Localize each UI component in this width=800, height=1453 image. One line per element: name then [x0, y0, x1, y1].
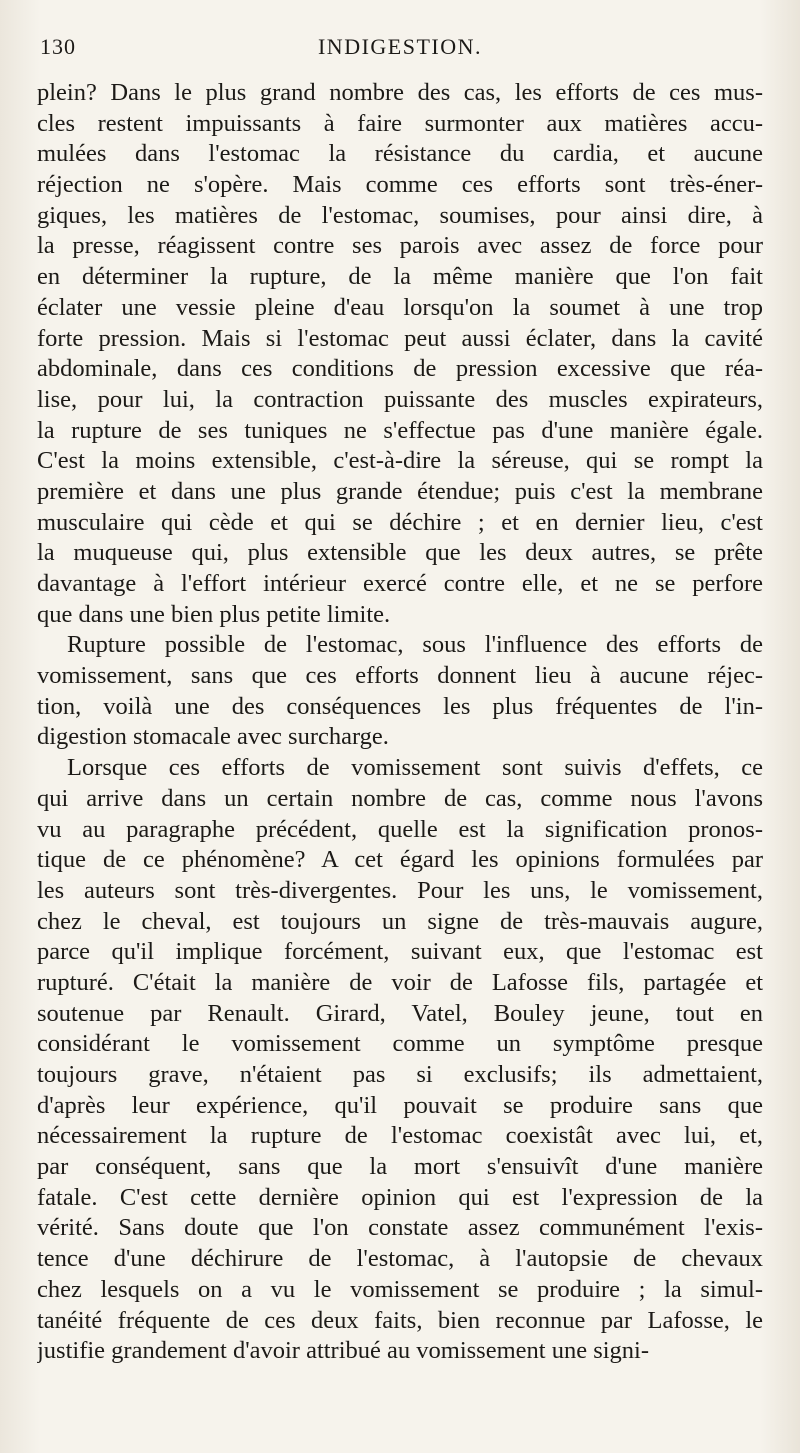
paragraph	[37, 630, 763, 753]
text-line: vérité. Sans doute que l'on constate assez communément l'exis-	[37, 1214, 763, 1242]
text-line: parce qu'il implique forcément, suivant eux, que l'estomac est	[37, 938, 763, 966]
text-line: digestion stomacale avec surcharge.	[37, 723, 389, 751]
text-line: chez le cheval, est toujours un signe de très-mauvais augure,	[37, 907, 763, 935]
text-line: tanéité fréquente de ces deux faits, bien reconnue par Lafosse, le	[37, 1306, 763, 1334]
text-line: que dans une bien plus petite limite.	[37, 600, 391, 628]
running-title: INDIGESTION.	[317, 34, 483, 59]
text-line: les auteurs sont très-divergentes. Pour les uns, le vomissement,	[37, 876, 763, 904]
text-line: considérant le vomissement comme un symptôme presque	[37, 1030, 763, 1058]
paragraph	[37, 753, 763, 1367]
text-line: chez lesquels on a vu le vomissement se produire ; la simul-	[37, 1275, 763, 1303]
text-line: en déterminer la rupture, de la même manière que l'on fait	[37, 263, 763, 291]
text-line: musculaire qui cède et qui se déchire ; et en dernier lieu, c'est	[37, 508, 763, 536]
text-line: éclater une vessie pleine d'eau lorsqu'on la soumet à une trop	[37, 293, 763, 321]
text-line: Rupture possible de l'estomac, sous l'influence des efforts de	[67, 631, 763, 659]
text-line: vomissement, sans que ces efforts donnent lieu à aucune réjec-	[37, 662, 763, 690]
text-line: plein? Dans le plus grand nombre des cas, les efforts de ces mus-	[37, 79, 763, 106]
text-line: d'après leur expérience, qu'il pouvait se produire sans que	[37, 1091, 763, 1119]
paragraph	[37, 78, 763, 630]
text-line: forte pression. Mais si l'estomac peut aussi éclater, dans la cavité	[37, 324, 763, 352]
text-line: davantage à l'effort intérieur exercé contre elle, et ne se perfore	[37, 570, 763, 597]
text-line: justifie grandement d'avoir attribué au vomissement une signi-	[37, 1337, 649, 1365]
text-line: tion, voilà une des conséquences les plus fréquentes de l'in-	[37, 692, 763, 720]
page-header	[40, 34, 760, 64]
text-line: nécessairement la rupture de l'estomac coexistât avec lui, et,	[37, 1122, 763, 1150]
text-line: toujours grave, n'étaient pas si exclusifs; ils admettaient,	[37, 1061, 763, 1088]
text-line: abdominale, dans ces conditions de pression excessive que réa-	[37, 355, 763, 383]
text-line: Lorsque ces efforts de vomissement sont suivis d'effets, ce	[67, 754, 763, 782]
text-line: fatale. C'est cette dernière opinion qui est l'expression de la	[37, 1183, 763, 1211]
text-line: tique de ce phénomène? A cet égard les opinions formulées par	[37, 846, 763, 874]
text-line: par conséquent, sans que la mort s'ensuivît d'une manière	[37, 1153, 763, 1181]
text-line: soutenue par Renault. Girard, Vatel, Bouley jeune, tout en	[37, 999, 763, 1027]
text-line: tence d'une déchirure de l'estomac, à l'autopsie de chevaux	[37, 1245, 763, 1273]
text-line: réjection ne s'opère. Mais comme ces efforts sont très-éner-	[37, 171, 763, 199]
body-text	[37, 78, 763, 1367]
text-line: la presse, réagissent contre ses parois avec assez de force pour	[37, 232, 763, 260]
text-line: qui arrive dans un certain nombre de cas, comme nous l'avons	[37, 784, 763, 812]
text-line: lise, pour lui, la contraction puissante des muscles expirateurs,	[37, 385, 763, 413]
text-line: giques, les matières de l'estomac, soumises, pour ainsi dire, à	[37, 201, 763, 229]
page-number: 130	[40, 34, 76, 59]
text-line: rupturé. C'était la manière de voir de Lafosse fils, partagée et	[37, 968, 763, 996]
text-line: C'est la moins extensible, c'est-à-dire la séreuse, qui se rompt la	[37, 447, 763, 475]
text-line: la rupture de ses tuniques ne s'effectue pas d'une manière égale.	[37, 416, 763, 444]
text-line: mulées dans l'estomac la résistance du cardia, et aucune	[37, 140, 763, 168]
text-line: première et dans une plus grande étendue; puis c'est la membrane	[37, 477, 763, 505]
text-line: cles restent impuissants à faire surmonter aux matières accu-	[37, 109, 763, 137]
text-line: vu au paragraphe précédent, quelle est la signification pronos-	[37, 815, 763, 843]
text-line: la muqueuse qui, plus extensible que les deux autres, se prête	[37, 539, 763, 567]
